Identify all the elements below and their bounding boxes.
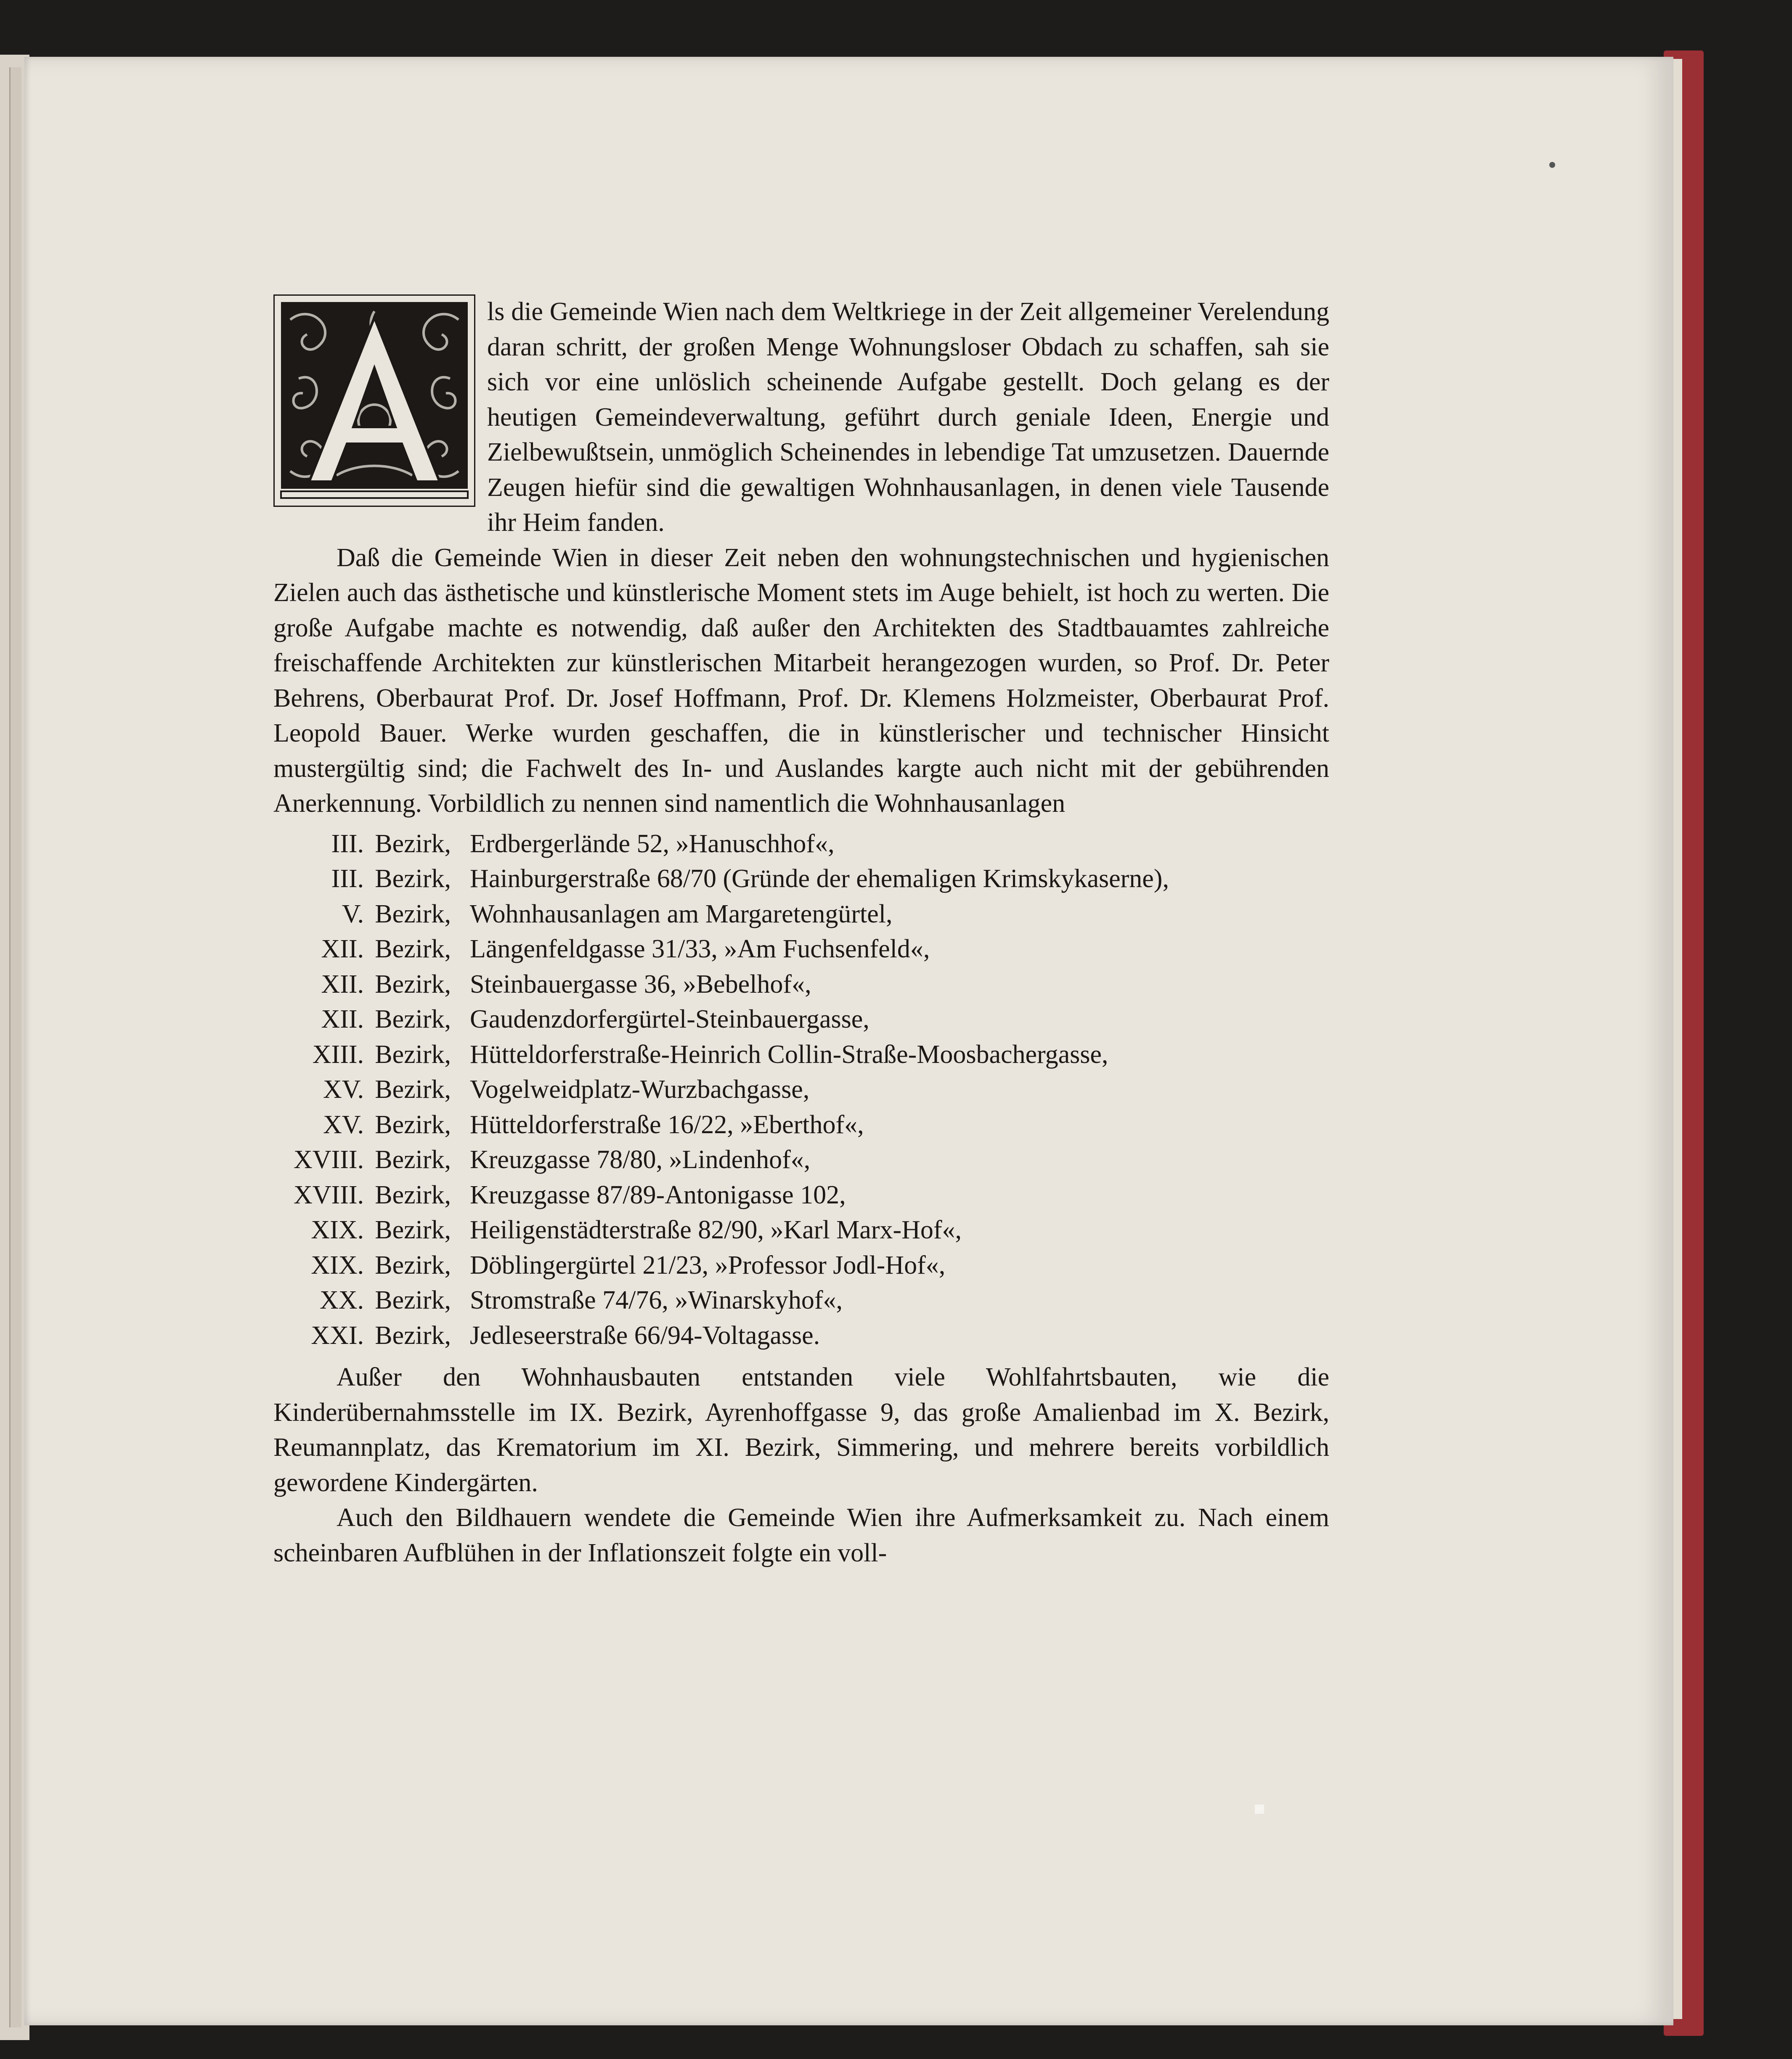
district-number: XX. [319,1286,364,1314]
list-item [273,897,1329,932]
district-number: XIII. [312,1040,364,1069]
paragraph-welfare-buildings: Außer den Wohnhausbauten entstanden viele Wohlfahrtsbauten, wie die Kinderübernahmsstelle im IX. Bezirk, Ayrenhoffgasse 9, das große Amalienbad im X. Bezirk, Reumannplatz, das Krematorium im XI. Bezirk, Simmering, und mehrere bereits vorbildlich gewordene Kindergärten. [273,1363,1329,1497]
district-number: XIX. [311,1251,364,1280]
district-label: Bezirk, [375,1321,451,1350]
district-label: Bezirk, [375,864,451,893]
list-item [273,1072,1329,1108]
district-number: XV. [323,1075,364,1104]
ornate-initial-A-icon [273,294,475,507]
list-item [273,1178,1329,1213]
district-number: XII. [321,970,364,999]
district-address: Hainburgerstraße 68/70 (Gründe der ehemaligen Krimskykaserne), [470,864,1169,893]
list-item [273,827,1329,862]
district-number: V. [342,899,364,928]
district-address: Kreuzgasse 78/80, »Lindenhof«, [470,1145,811,1174]
paragraph-architects: Daß die Gemeinde Wien in dieser Zeit neben den wohnungstechnischen und hygienischen Zielen auch das ästhetische und künstlerische Moment stets im Auge behielt, ist hoch zu werten. Die große Aufgabe machte es notwendig, daß außer den Architekten des Stadtbauamtes zahlreiche freischaffende Architekten zur künstlerischen Mitarbeit herangezogen wurden, so Prof. Dr. Peter Behrens, Oberbaurat Prof. Dr. Josef Hoffmann, Prof. Dr. Klemens Holzmeister, Oberbaurat Prof. Leopold Bauer. Werke wurden geschaffen, die in künstlerischer und technischer Hinsicht mustergültig sind; die Fachwelt des In- und Auslandes kargte auch nicht mit der gebührenden Anerkennung. Vorbildlich zu nennen sind namentlich die Wohnhausanlagen [273,543,1329,818]
page-speck [1255,1805,1264,1814]
district-number: XIX. [311,1216,364,1244]
district-label: Bezirk, [375,1040,451,1069]
list-item [273,1213,1329,1248]
district-address: Wohnhausanlagen am Margaretengürtel, [470,899,893,928]
district-address: Gaudenzdorfergürtel-Steinbauergasse, [470,1005,869,1033]
district-label: Bezirk, [375,1180,451,1209]
district-label: Bezirk, [375,935,451,963]
list-item [273,1283,1329,1318]
district-address: Heiligenstädterstraße 82/90, »Karl Marx-Hof«, [470,1216,962,1244]
district-label: Bezirk, [375,970,451,999]
district-address: Hütteldorferstraße 16/22, »Eberthof«, [470,1110,864,1139]
district-address: Jedleseerstraße 66/94-Voltagasse. [470,1321,820,1350]
list-item [273,1142,1329,1178]
book-left-page-stack [9,67,21,2027]
list-item [273,1248,1329,1283]
district-label: Bezirk, [375,1005,451,1033]
list-item [273,1108,1329,1143]
district-label: Bezirk, [375,1286,451,1314]
list-item [273,1318,1329,1354]
list-item [273,1037,1329,1073]
district-number: III. [331,829,364,858]
district-number: III. [331,864,364,893]
district-number: XVIII. [294,1180,364,1209]
district-address: Längenfeldgasse 31/33, »Am Fuchsenfeld«, [470,935,930,963]
district-address: Hütteldorferstraße-Heinrich Collin-Straße-Moosbachergasse, [470,1040,1108,1069]
district-address: Döblingergürtel 21/23, »Professor Jodl-Hof«, [470,1251,946,1280]
district-address: Steinbauergasse 36, »Bebelhof«, [470,970,811,999]
district-label: Bezirk, [375,1145,451,1174]
district-label: Bezirk, [375,1216,451,1244]
district-number: XV. [323,1110,364,1139]
district-address: Vogelweidplatz-Wurzbachgasse, [470,1075,810,1104]
district-label: Bezirk, [375,1110,451,1139]
list-item [273,967,1329,1002]
district-number: XII. [321,935,364,963]
district-number: XVIII. [294,1145,364,1174]
list-item [273,932,1329,967]
district-number: XII. [321,1005,364,1033]
district-address: Stromstraße 74/76, »Winarskyhof«, [470,1286,843,1314]
paragraph-intro: ls die Gemeinde Wien nach dem Weltkriege in der Zeit allgemeiner Verelendung daran schritt, der großen Menge Wohnungsloser Obdach zu schaffen, sah sie sich vor eine unlöslich scheinende Aufgabe gestellt. Doch gelang es der heutigen Gemeindeverwaltung, geführt durch geniale Ideen, Energie und Zielbewußtsein, unmöglich Scheinendes in lebendige Tat umzusetzen. Dauernde Zeugen hiefür sind die gewaltigen Wohnhausanlagen, in denen viele Tausende ihr Heim fanden. [487,297,1329,537]
district-label: Bezirk, [375,829,451,858]
district-label: Bezirk, [375,1251,451,1280]
page-speck [1549,162,1555,168]
list-item [273,861,1329,897]
text-block [273,294,1329,1571]
district-label: Bezirk, [375,899,451,928]
district-label: Bezirk, [375,1075,451,1104]
district-number: XXI. [311,1321,364,1350]
district-address: Erdbergerlände 52, »Hanuschhof«, [470,829,835,858]
list-item [273,1002,1329,1037]
district-list [273,827,1329,1354]
district-address: Kreuzgasse 87/89-Antonigasse 102, [470,1180,846,1209]
paragraph-sculptors: Auch den Bildhauern wendete die Gemeinde Wien ihre Aufmerksamkeit zu. Nach einem scheinbaren Aufblühen in der Inflationszeit folgte ein voll- [273,1503,1329,1567]
